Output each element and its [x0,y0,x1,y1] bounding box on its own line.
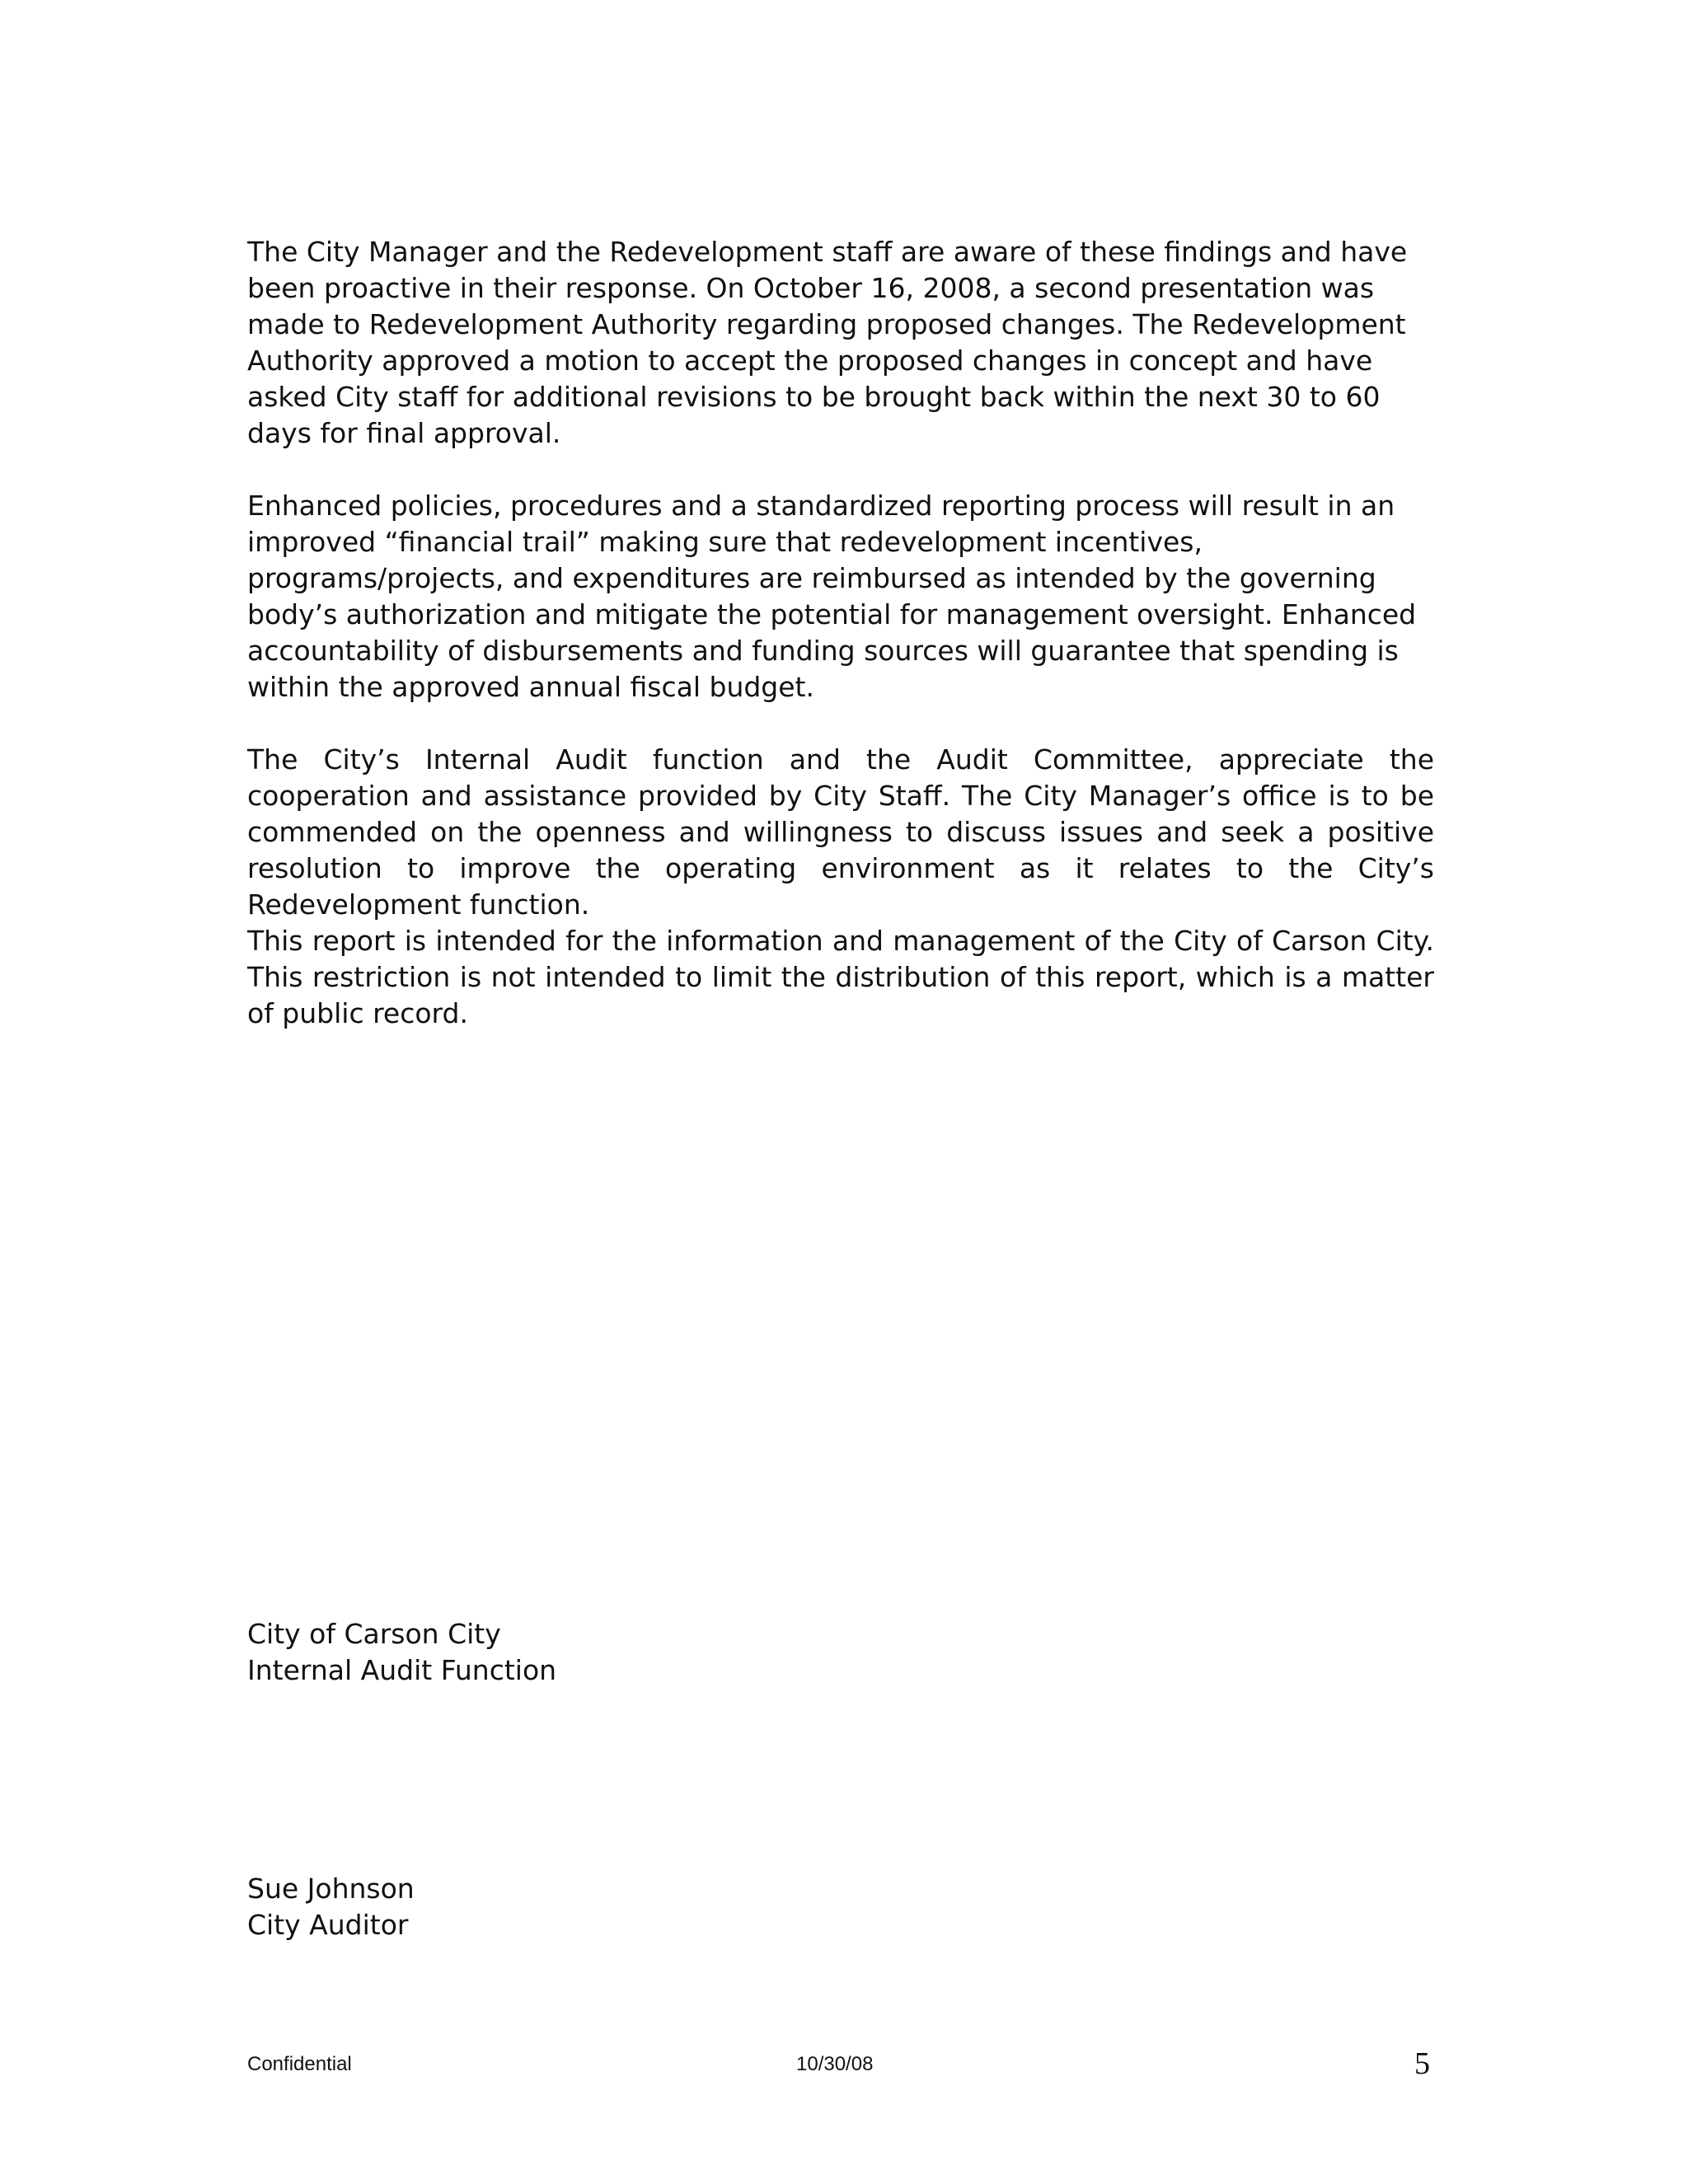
signature-unit: Internal Audit Function [247,1654,557,1686]
signature-title: City Auditor [247,1909,409,1941]
paragraph-acknowledgement: The City’s Internal Audit function and the Audit Committee, appreciate the cooperation and assistance provided by City Staff. The City Manager’s office is to be commended on the openness and willingness to discuss issues and seek a positive resolution to improve the operating environment as it relates to the City’s Redevelopment function. [247,743,1434,921]
paragraph-enhanced-policies: Enhanced policies, procedures and a standardized reporting process will result in an improved “financial trail” making sure that redevelopment incentives, programs/projects, and expenditures are reimbursed as intended by the governing body’s authorization and mitigate the potential for management oversight. Enhanced accountability of disbursements and funding sources will guarantee that spending is within the approved annual fiscal budget. [247,490,1417,703]
signature-name: Sue Johnson [247,1872,415,1905]
footer-confidential-label: Confidential [247,2053,352,2075]
footer-page-number: 5 [1414,2046,1430,2081]
paragraph-distribution-notice: This report is intended for the information and management of the City of Carson City. This restriction is not intended to limit the distribution of this report, which is a matter of public record. [247,925,1434,1029]
paragraph-findings-response: The City Manager and the Redevelopment staff are aware of these findings and have been proactive in their response. On October 16, 2008, a second presentation was made to Redevelopment Authority regarding proposed changes. The Redevelopment Authority approved a motion to accept the proposed changes in concept and have asked City staff for additional revisions to be brought back within the next 30 to 60 days for final approval. [247,236,1408,449]
signature-organization: City of Carson City [247,1618,501,1650]
footer-date: 10/30/08 [796,2053,874,2075]
